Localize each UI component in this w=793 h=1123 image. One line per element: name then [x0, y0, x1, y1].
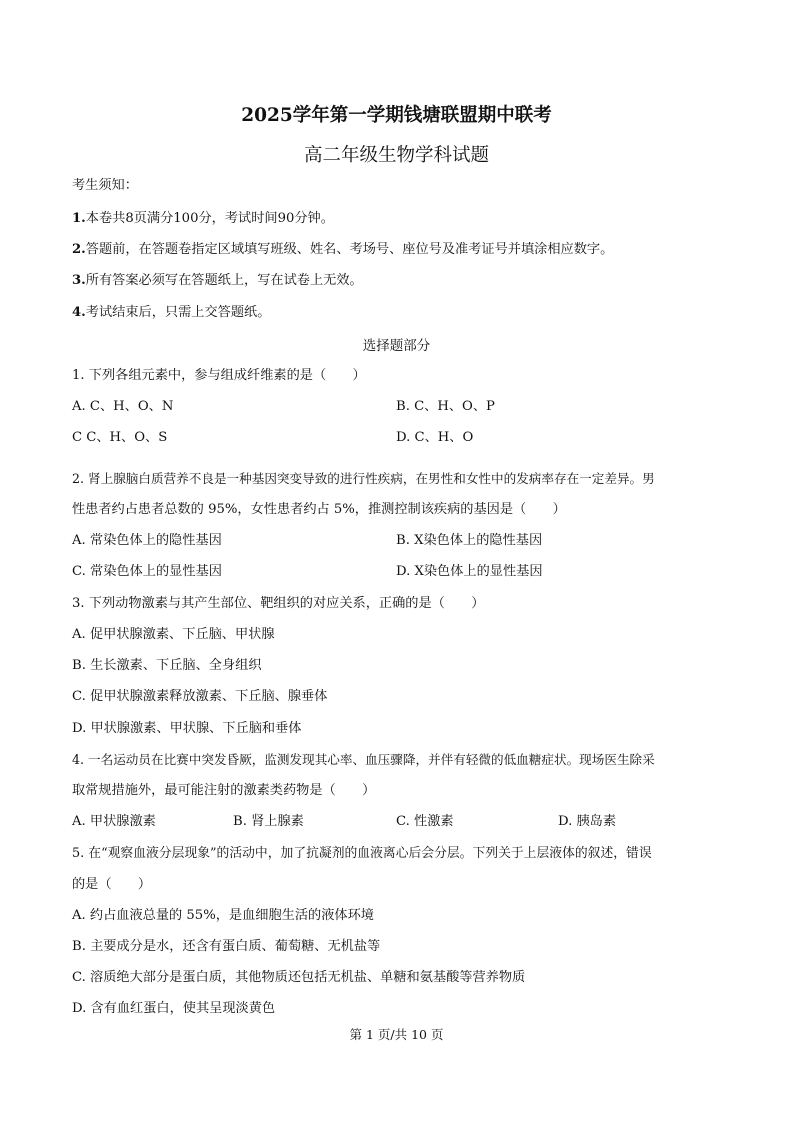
question-stem: 5. 在“观察血液分层现象”的活动中，加了抗凝剂的血液离心后会分层。下列关于上层液体的叙述，错误: [72, 846, 652, 861]
option-c: C. 常染色体上的显性基因: [72, 564, 222, 579]
question-stem-continued: 取常规措施外，最可能注射的激素类药物是（ ）: [72, 783, 376, 798]
page-number: 第 1 页/共 10 页: [349, 1027, 444, 1042]
question-stem: 1. 下列各组元素中，参与组成纤维素的是（ ）: [72, 368, 366, 383]
option-d: D. 含有血红蛋白，使其呈现淡黄色: [72, 1001, 276, 1016]
question-stem: 2. 肾上腺脑白质营养不良是一种基因突变导致的进行性疾病，在男性和女性中的发病率存在一定差异。男: [72, 471, 655, 486]
notice-item: [72, 211, 334, 227]
question-stem-continued: 性患者约占患者总数的 95%，女性患者约占 5%，推测控制该疾病的基因是（ ）: [72, 502, 566, 517]
notice-heading: 考生须知：: [72, 178, 138, 193]
option-a: A. 甲状腺激素: [72, 814, 156, 829]
notice-item: [72, 273, 363, 289]
notice-item: [72, 242, 613, 258]
option-d: D. X染色体上的显性基因: [396, 564, 543, 579]
option-d: D. C、H、O: [396, 430, 474, 445]
option-a: A. 常染色体上的隐性基因: [72, 533, 222, 548]
exam-subtitle: 高二年级生物学科试题: [303, 145, 489, 166]
option-b: B. 主要成分是水，还含有蛋白质、葡萄糖、无机盐等: [72, 939, 381, 954]
notice-item-text: 答题前，在答题卷指定区域填写班级、姓名、考场号、座位号及准考证号并填涂相应数字。: [85, 242, 614, 257]
question-stem: 4. 一名运动员在比赛中突发昏厥，监测发现其心率、血压骤降，并伴有轻微的低血糖症状。现场医生除采: [72, 752, 655, 767]
option-a: A. 约占血液总量的 55%，是血细胞生活的液体环境: [72, 908, 374, 923]
option-c: C. 性激素: [396, 814, 454, 829]
question-stem-continued: 的是（ ）: [72, 877, 152, 892]
notice-item-text: 所有答案必须写在答题纸上，写在试卷上无效。: [85, 273, 363, 288]
notice-item-number: 3.: [72, 273, 86, 288]
option-b: B. X染色体上的隐性基因: [396, 533, 543, 548]
notice-item-text: 本卷共8页满分100分，考试时间90分钟。: [85, 211, 334, 226]
notice-item: [72, 305, 270, 321]
option-c: C C、H、O、S: [72, 430, 168, 445]
notice-item-number: 2.: [72, 242, 86, 257]
option-d: D. 甲状腺激素、甲状腺、下丘脑和垂体: [72, 721, 302, 736]
option-c: C. 溶质绝大部分是蛋白质，其他物质还包括无机盐、单糖和氨基酸等营养物质: [72, 970, 526, 985]
notice-item-number: 4.: [72, 305, 86, 320]
section-title: 选择题部分: [362, 338, 431, 354]
notice-item-number: 1.: [72, 211, 86, 226]
notice-item-text: 考试结束后，只需上交答题纸。: [85, 305, 271, 320]
option-a: A. C、H、O、N: [72, 399, 174, 414]
exam-title: 2025学年第一学期钱塘联盟期中联考: [241, 105, 552, 126]
option-b: B. 肾上腺素: [233, 814, 304, 829]
option-c: C. 促甲状腺激素释放激素、下丘脑、腺垂体: [72, 689, 328, 704]
option-a: A. 促甲状腺激素、下丘脑、甲状腺: [72, 627, 275, 642]
question-stem: 3. 下列动物激素与其产生部位、靶组织的对应关系，正确的是（ ）: [72, 596, 485, 611]
option-b: B. C、H、O、P: [396, 399, 495, 414]
option-d: D. 胰岛素: [558, 814, 617, 829]
option-b: B. 生长激素、下丘脑、全身组织: [72, 658, 262, 673]
